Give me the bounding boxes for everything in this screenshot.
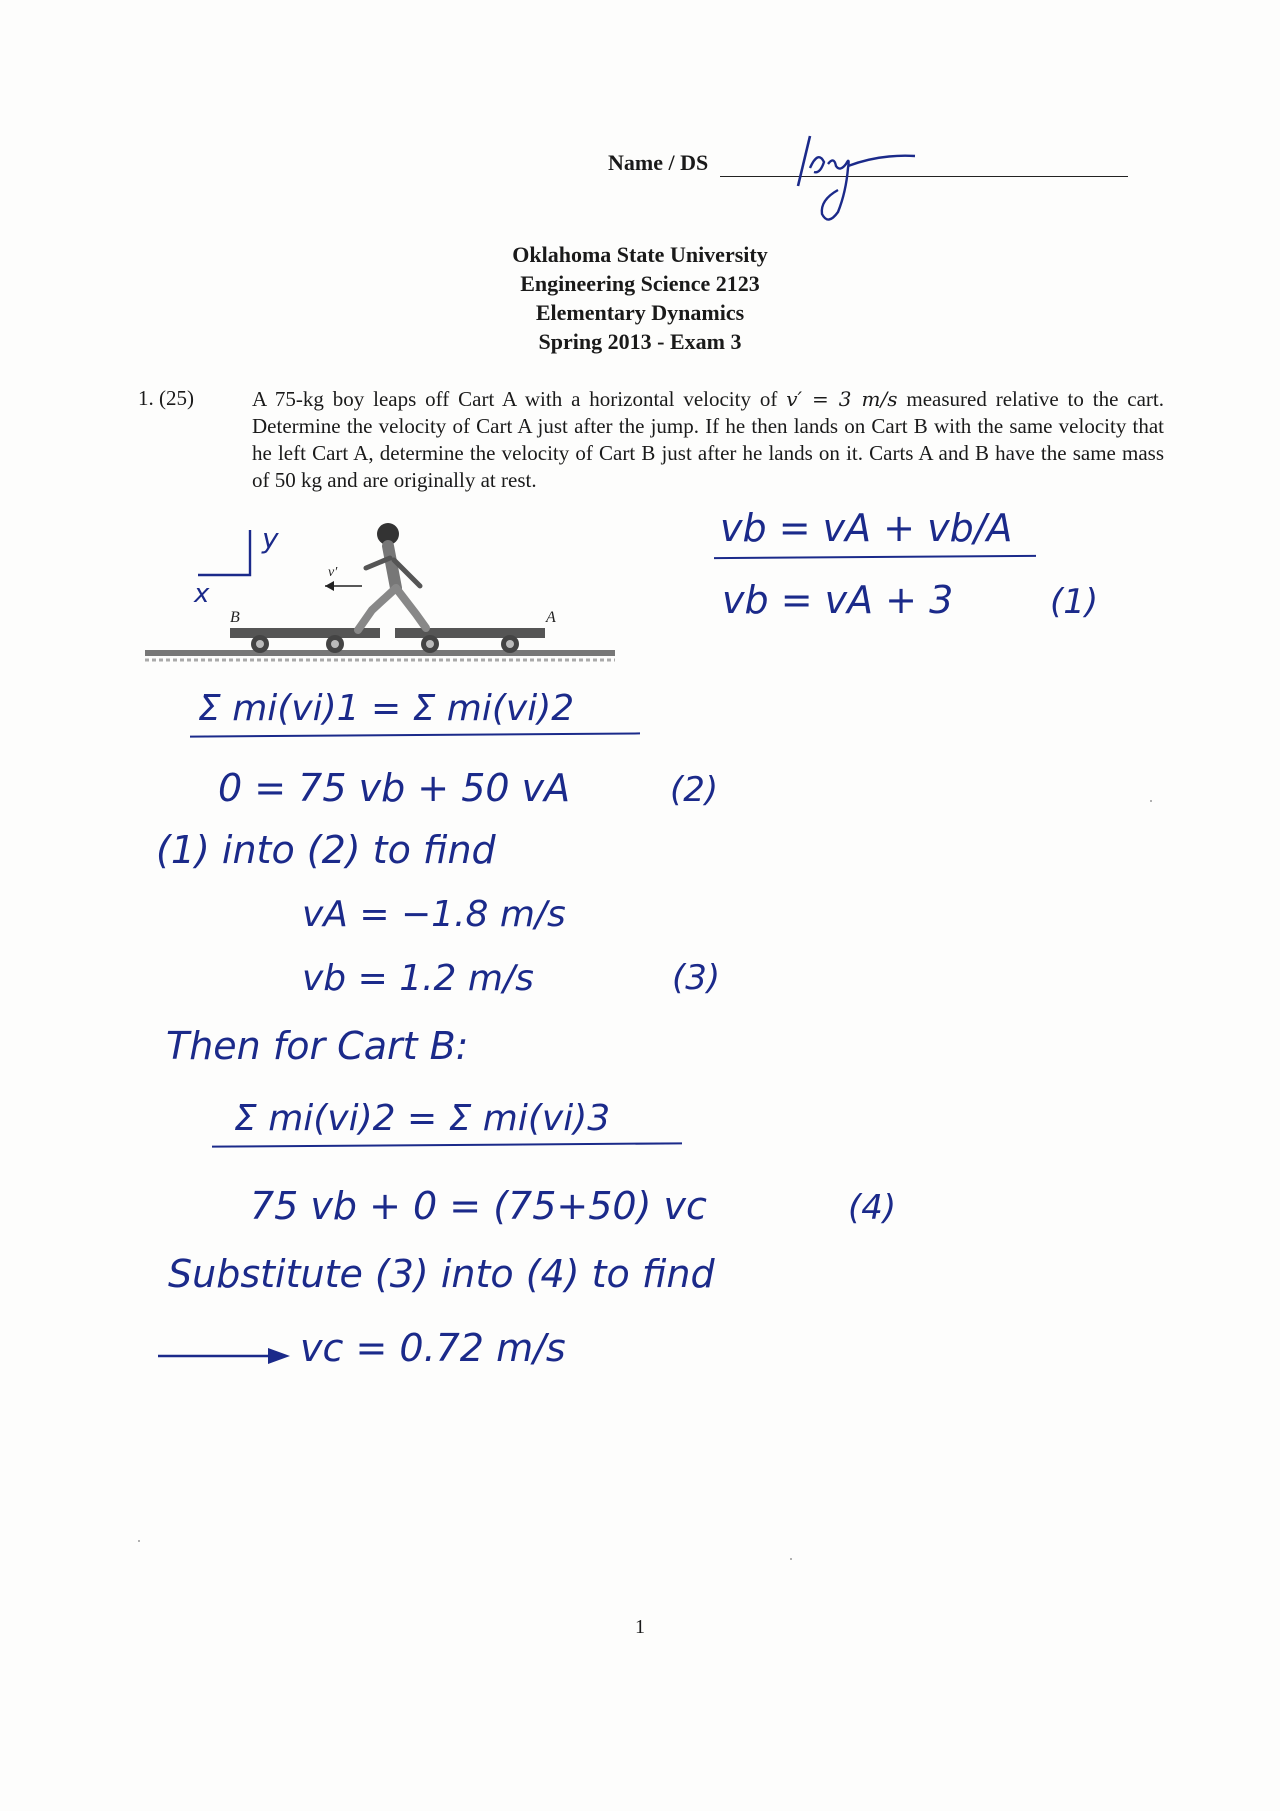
course-code: Engineering Science 2123 (520, 271, 760, 296)
problem-text-part2: measured relative to the cart. Determine the velocity of Cart A just after the jump. If he then lands on Cart B with the same velocity that he left Cart A, determine the velocity of Cart B just after he lands on it. Carts A and B have the same mass of 50 kg and are originally at rest. (252, 387, 1165, 492)
velocity-label: v′ (328, 565, 338, 580)
final-answer: vc = 0.72 m/s (300, 1326, 566, 1370)
problem-number: 1. (25) (138, 386, 194, 410)
equation-4: 75 vb + 0 = (75+50) vc (250, 1184, 707, 1228)
rel-velocity-underline (714, 555, 1036, 559)
equation-2: 0 = 75 vb + 50 vA (218, 766, 571, 810)
scan-speck (790, 1558, 792, 1560)
equation-2-tag: (2) (670, 770, 719, 810)
axes-sketch (193, 522, 279, 609)
problem-equation: v′ = 3 m/s (786, 387, 898, 411)
axis-y-label: y (262, 522, 279, 555)
result-va: vA = −1.8 m/s (302, 894, 566, 935)
university-name: Oklahoma State University (512, 242, 768, 267)
equation-4-tag: (4) (848, 1188, 897, 1228)
scan-speck (138, 1540, 140, 1542)
step-substitute-1: (1) into (2) to find (156, 828, 496, 872)
cart-a-label: A (546, 609, 556, 626)
momentum-1-underline (190, 732, 640, 737)
problem-text-part1: A 75-kg boy leaps off Cart A with a horizontal velocity of (252, 387, 778, 411)
scan-speck (1150, 800, 1152, 802)
course-title: Elementary Dynamics (535, 300, 745, 325)
signature-key (790, 128, 930, 228)
boy-figure (358, 523, 426, 630)
ground (145, 650, 615, 656)
equation-1: vb = vA + 3 (722, 578, 954, 622)
answer-arrow-icon (156, 1340, 296, 1370)
relative-velocity-equation: vb = vA + vb/A (720, 506, 1013, 550)
exam-header (400, 240, 880, 356)
carts-figure (140, 510, 620, 680)
axis-x-label: x (194, 579, 210, 609)
velocity-arrow (325, 565, 362, 591)
exam-label: Spring 2013 - Exam 3 (538, 329, 742, 354)
page-number: 1 (635, 1616, 645, 1638)
momentum-equation-1: Σ mi(vi)1 = Σ mi(vi)2 (198, 688, 575, 729)
name-label: Name / DS (608, 150, 709, 175)
result-vb-tag: (3) (672, 958, 721, 998)
step-substitute-2: Substitute (3) into (4) to find (168, 1252, 715, 1296)
momentum-2-underline (212, 1142, 682, 1147)
equation-1-tag: (1) (1050, 582, 1099, 622)
problem-statement (252, 386, 1164, 494)
then-for-cart-b: Then for Cart B: (166, 1024, 469, 1068)
momentum-equation-2: Σ mi(vi)2 = Σ mi(vi)3 (234, 1098, 611, 1139)
result-vb: vb = 1.2 m/s (302, 958, 534, 999)
cart-b-label: B (230, 609, 240, 626)
